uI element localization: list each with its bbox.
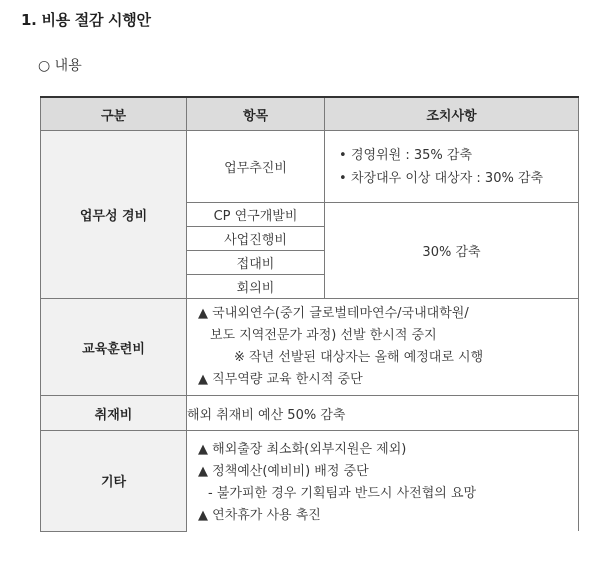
education-lines xyxy=(187,299,578,395)
list-item: ▲ 정책예산(예비비) 배정 중단 xyxy=(198,464,369,479)
list-item: • 경영위원 : 35% 감축 xyxy=(351,144,578,167)
subheading: ○ 내용 xyxy=(38,58,82,74)
other-lines xyxy=(187,431,578,531)
item-cell: CP 연구개발비 xyxy=(187,203,325,227)
table-row xyxy=(41,431,579,532)
list-item: ▲ 연차휴가 사용 촉진 xyxy=(198,508,321,523)
category-other: 기타 xyxy=(41,431,187,532)
cost-reduction-table xyxy=(40,96,579,532)
header-category: 구분 xyxy=(41,97,187,131)
table-row xyxy=(41,299,579,396)
list-item: - 불가피한 경우 기획팀과 반드시 사전협의 요망 xyxy=(208,486,477,501)
list-item: • 차장대우 이상 대상자 : 30% 감축 xyxy=(351,167,578,190)
item-cell: 회의비 xyxy=(187,275,325,299)
item-cell: 업무추진비 xyxy=(187,131,325,203)
section-heading: 1. 비용 절감 시행안 xyxy=(21,11,151,29)
action-cell: 30% 감축 xyxy=(325,203,579,299)
action-cell: 해외 취재비 예산 50% 감축 xyxy=(187,396,579,431)
table-row xyxy=(41,396,579,431)
category-education: 교육훈련비 xyxy=(41,299,187,396)
list-item: ▲ 국내외연수(중기 글로벌테마연수/국내대학원/ xyxy=(198,306,469,321)
category-business: 업무성 경비 xyxy=(41,131,187,299)
action-cell xyxy=(325,131,579,203)
action-list xyxy=(325,144,578,190)
header-item: 항목 xyxy=(187,97,325,131)
list-item: 보도 지역전문가 과정) 선발 한시적 중지 xyxy=(210,328,437,343)
action-cell xyxy=(187,299,579,396)
list-item: ▲ 직무역량 교육 한시적 중단 xyxy=(198,372,363,387)
item-cell: 접대비 xyxy=(187,251,325,275)
action-cell xyxy=(187,431,579,532)
list-item: ※ 작년 선발된 대상자는 올해 예정대로 시행 xyxy=(234,350,484,365)
item-cell: 사업진행비 xyxy=(187,227,325,251)
table-header-row xyxy=(41,97,579,131)
category-reporting: 취재비 xyxy=(41,396,187,431)
table-row xyxy=(41,131,579,203)
header-action: 조치사항 xyxy=(325,97,579,131)
list-item: ▲ 해외출장 최소화(외부지원은 제외) xyxy=(198,442,407,457)
